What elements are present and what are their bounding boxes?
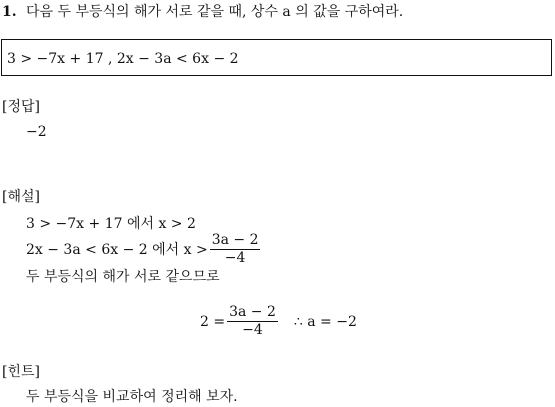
question-text: 다음 두 부등식의 해가 서로 같을 때, 상수 a 의 값을 구하여라. (26, 4, 404, 20)
hint-heading: [힌트] (2, 364, 40, 380)
explanation-line-3: 두 부등식의 해가 서로 같으므로 (26, 269, 220, 285)
explanation-line-2 (26, 233, 262, 267)
inequality-system: 3 > −7x + 17 , 2x − 3a < 6x − 2 (7, 51, 239, 67)
explanation-equation (200, 305, 357, 339)
equation-fraction-denominator: −4 (242, 322, 263, 339)
equation-fraction (227, 305, 278, 339)
equation-conclusion: ∴ a = −2 (293, 313, 357, 330)
fraction (210, 233, 261, 267)
hint-text: 두 부등식을 비교하여 정리해 보자. (26, 389, 238, 405)
fraction-denominator: −4 (224, 250, 246, 267)
explanation-heading: [해설] (2, 189, 40, 205)
answer-value: −2 (26, 124, 47, 140)
explanation-line-1: 3 > −7x + 17 에서 x > 2 (26, 216, 196, 232)
question-box (1, 39, 552, 76)
question-number: 1. (2, 4, 17, 20)
explanation-line-2-text: 2x − 3a < 6x − 2 에서 x > (26, 241, 208, 258)
equation-fraction-numerator: 3a − 2 (227, 305, 278, 322)
equation-left: 2 = (200, 313, 226, 330)
fraction-numerator: 3a − 2 (210, 233, 261, 250)
answer-heading: [정답] (2, 99, 40, 115)
